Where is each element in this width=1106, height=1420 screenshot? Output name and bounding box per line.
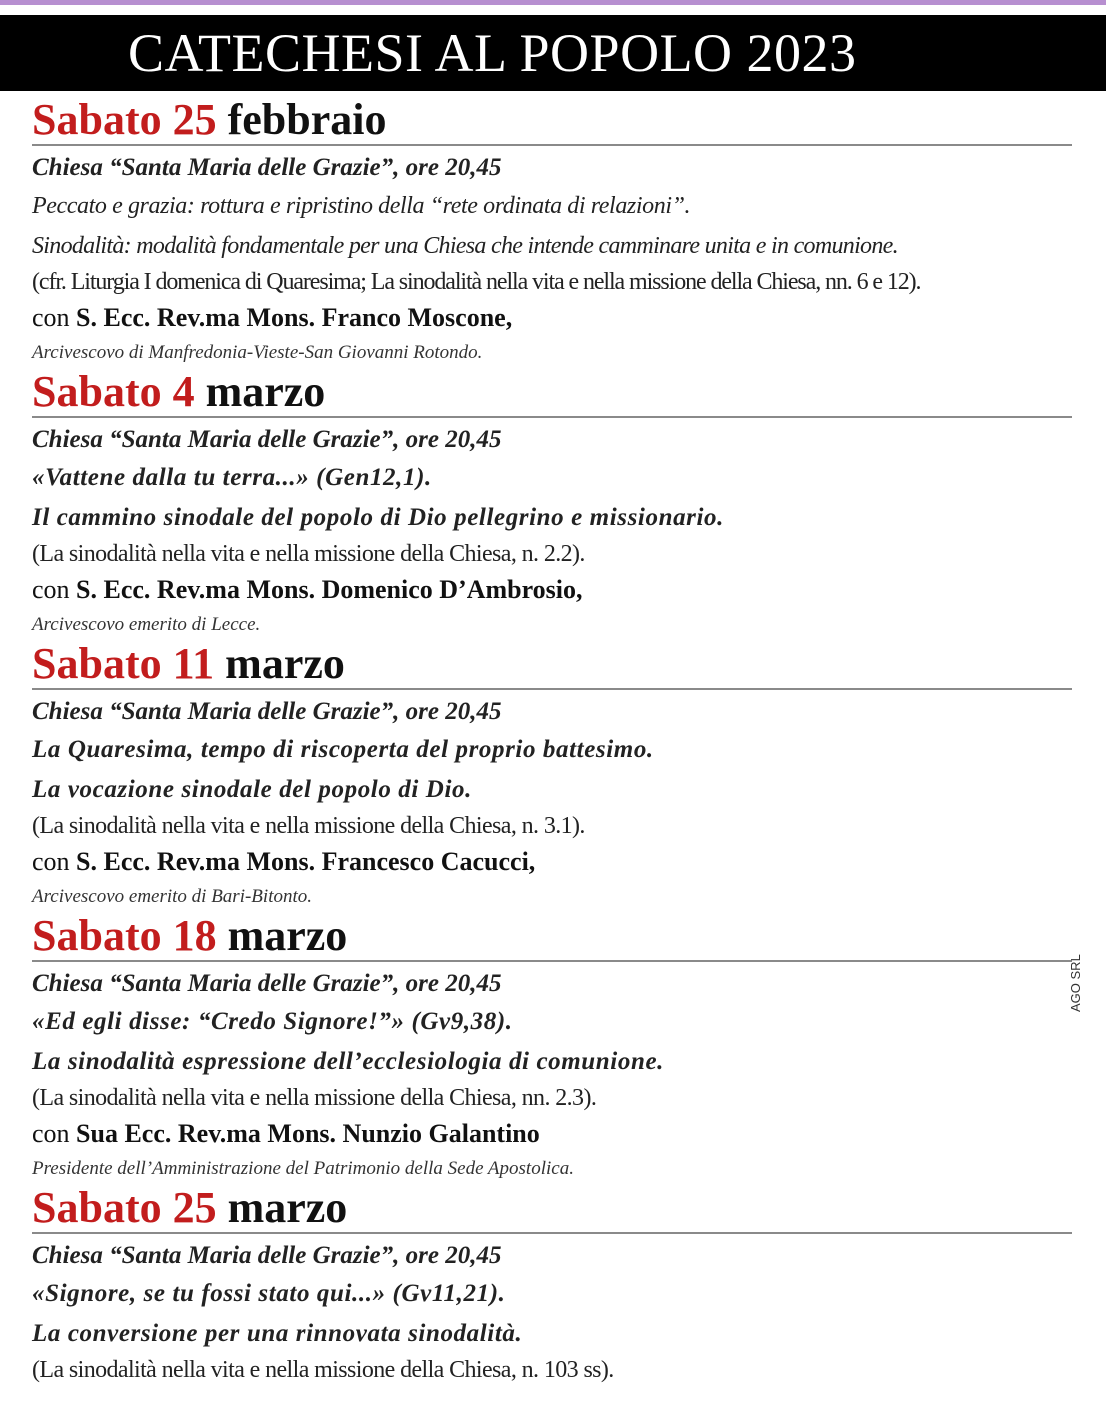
speaker-prefix: con (32, 847, 70, 876)
event-theme: Peccato e grazia: rottura e ripristino della “rete ordinata di relazioni”. (32, 193, 691, 219)
speaker-prefix: con (32, 1119, 70, 1148)
event-theme: «Signore, se tu fossi stato qui...» (Gv11,21). (32, 1280, 506, 1307)
events-list (32, 96, 1072, 1386)
event-item (32, 912, 1072, 1184)
event-subtheme: La vocazione sinodale del popolo di Dio. (32, 776, 472, 803)
top-accent-line (0, 0, 1106, 5)
event-date-heading (32, 368, 1072, 418)
event-venue: Chiesa “Santa Maria delle Grazie”, ore 20,45 (32, 154, 502, 181)
event-speaker-line (32, 570, 1072, 610)
event-day: Sabato 25 (32, 95, 217, 144)
event-subtheme: La conversione per una rinnovata sinodalità. (32, 1320, 523, 1347)
event-theme: «Ed egli disse: “Credo Signore!”» (Gv9,38). (32, 1008, 513, 1035)
event-venue: Chiesa “Santa Maria delle Grazie”, ore 20,45 (32, 698, 502, 725)
speaker-prefix: con (32, 303, 70, 332)
publisher-watermark: AGO SRL (1068, 954, 1083, 1012)
event-theme: La Quaresima, tempo di riscoperta del proprio battesimo. (32, 736, 654, 763)
speaker-role: Arcivescovo emerito di Bari-Bitonto. (32, 886, 312, 907)
event-venue: Chiesa “Santa Maria delle Grazie”, ore 20,45 (32, 1242, 502, 1269)
event-item (32, 1184, 1072, 1386)
event-item (32, 640, 1072, 912)
event-month: marzo (225, 639, 345, 688)
speaker-name: S. Ecc. Rev.ma Mons. Francesco Cacucci, (76, 847, 536, 876)
event-speaker-line (32, 298, 1072, 338)
speaker-role: Arcivescovo emerito di Lecce. (32, 614, 261, 635)
event-speaker-line (32, 1114, 1072, 1154)
event-reference: (La sinodalità nella vita e nella missione della Chiesa, n. 2.2). (32, 541, 585, 567)
speaker-name: S. Ecc. Rev.ma Mons. Domenico D’Ambrosio, (76, 575, 583, 604)
event-speaker-line (32, 842, 1072, 882)
event-theme: «Vattene dalla tu terra...» (Gen12,1). (32, 464, 432, 491)
event-reference: (La sinodalità nella vita e nella missione della Chiesa, n. 3.1). (32, 813, 585, 839)
event-month: marzo (227, 911, 348, 960)
speaker-role: Arcivescovo di Manfredonia-Vieste-San Giovanni Rotondo. (32, 342, 483, 363)
page-title: CATECHESI AL POPOLO 2023 (0, 15, 1106, 91)
event-subtheme: Il cammino sinodale del popolo di Dio pellegrino e missionario. (32, 504, 724, 531)
event-item (32, 368, 1072, 640)
event-date-heading (32, 912, 1072, 962)
event-day: Sabato 25 (32, 1183, 217, 1232)
event-day: Sabato 18 (32, 911, 217, 960)
event-date-heading (32, 640, 1072, 690)
event-reference: (La sinodalità nella vita e nella missione della Chiesa, nn. 2.3). (32, 1085, 597, 1111)
event-subtheme: Sinodalità: modalità fondamentale per una Chiesa che intende camminare unita e in comunione. (32, 233, 898, 259)
event-venue: Chiesa “Santa Maria delle Grazie”, ore 20,45 (32, 426, 502, 453)
event-date-heading (32, 1184, 1072, 1234)
event-month: marzo (227, 1183, 348, 1232)
event-month: marzo (205, 367, 326, 416)
speaker-prefix: con (32, 575, 70, 604)
event-venue: Chiesa “Santa Maria delle Grazie”, ore 20,45 (32, 970, 502, 997)
speaker-name: Sua Ecc. Rev.ma Mons. Nunzio Galantino (76, 1119, 540, 1148)
speaker-name: S. Ecc. Rev.ma Mons. Franco Moscone, (76, 303, 513, 332)
event-day: Sabato 4 (32, 367, 195, 416)
event-reference: (cfr. Liturgia I domenica di Quaresima; La sinodalità nella vita e nella missione della Chiesa, nn. 6 e 12). (32, 269, 921, 295)
event-day: Sabato 11 (32, 639, 215, 688)
event-item (32, 96, 1072, 368)
speaker-role: Presidente dell’Amministrazione del Patrimonio della Sede Apostolica. (32, 1158, 574, 1179)
event-month: febbraio (227, 95, 387, 144)
event-reference: (La sinodalità nella vita e nella missione della Chiesa, n. 103 ss). (32, 1357, 614, 1383)
event-date-heading (32, 96, 1072, 146)
event-subtheme: La sinodalità espressione dell’ecclesiologia di comunione. (32, 1048, 664, 1075)
